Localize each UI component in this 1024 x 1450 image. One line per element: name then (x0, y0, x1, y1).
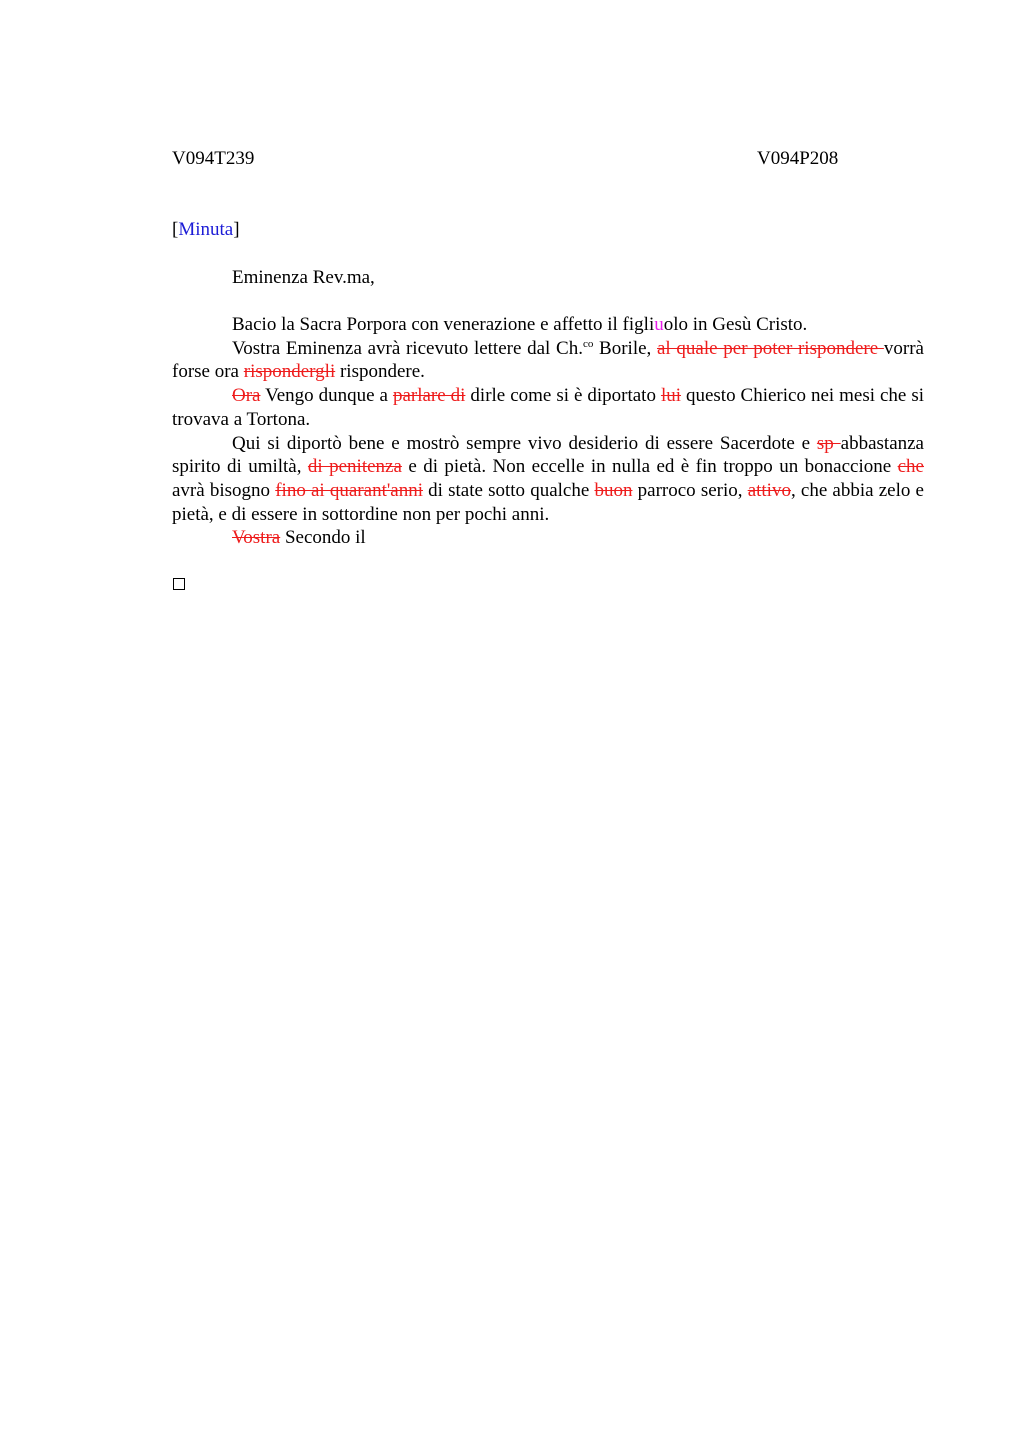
text-run: dirle come si è diportato (465, 385, 661, 407)
close-bracket: ] (233, 219, 240, 240)
document-code-left: V094T239 (172, 148, 255, 169)
paragraph-2 (172, 337, 924, 384)
minuta-heading (172, 218, 240, 242)
text-run: questo Chierico nei mesi che si trovava a Tortona. (172, 385, 924, 430)
superscript-abbr: co (582, 337, 594, 350)
text-run: Qui si diportò bene e mostrò sempre vivo desiderio di essere Sacerdote e (232, 432, 817, 454)
minuta-label: Minuta (178, 219, 234, 240)
deleted-text: Vostra (232, 527, 281, 549)
deleted-text: rispondergli (243, 361, 336, 383)
text-run: Borile, (593, 337, 657, 359)
text-run: Secondo il (280, 527, 366, 549)
text-run: olo in Gesù Cristo. (663, 314, 808, 335)
salutation: Eminenza Rev.ma, (232, 267, 375, 288)
paragraph-4 (172, 432, 924, 527)
deleted-text: che (897, 456, 924, 478)
text-run: Bacio la Sacra Porpora con venerazione e affetto il figli (232, 314, 655, 335)
deleted-text: Ora (232, 385, 261, 407)
letter-body (172, 313, 924, 550)
text-run: Vostra Eminenza avrà ricevuto lettere dal Ch. (232, 337, 583, 359)
text-run: e di pietà. Non eccelle in nulla ed è fin troppo un bonaccione (401, 456, 898, 478)
deleted-text: parlare di (392, 385, 466, 407)
deleted-text: fino ai quarant'anni (275, 479, 423, 501)
document-code-right: V094P208 (757, 148, 839, 169)
text-run: avrà bisogno (172, 479, 276, 501)
deleted-text: sp (816, 432, 841, 454)
text-run: , che abbia zelo e pietà, e di essere in sottordine non per pochi anni. (172, 479, 924, 525)
text-run: parroco serio, (632, 479, 748, 501)
text-run: abbastanza spirito di umiltà, (172, 432, 924, 478)
deleted-text: al quale per poter rispondere (657, 337, 884, 359)
text-run: di state sotto qualche (422, 479, 595, 501)
paragraph-3 (172, 384, 924, 431)
text-run: vorrà forse ora (172, 337, 924, 383)
text-run: Vengo dunque a (260, 385, 393, 407)
deleted-text: di penitenza (307, 456, 402, 478)
deleted-text: buon (594, 479, 633, 501)
end-marker-box (173, 578, 185, 590)
inserted-text: u (654, 314, 664, 335)
text-run: rispondere. (335, 361, 425, 383)
paragraph-1 (172, 313, 924, 337)
open-bracket: [ (172, 219, 179, 240)
paragraph-5 (172, 526, 924, 550)
deleted-text: attivo (747, 479, 791, 501)
deleted-text: lui (660, 385, 681, 407)
